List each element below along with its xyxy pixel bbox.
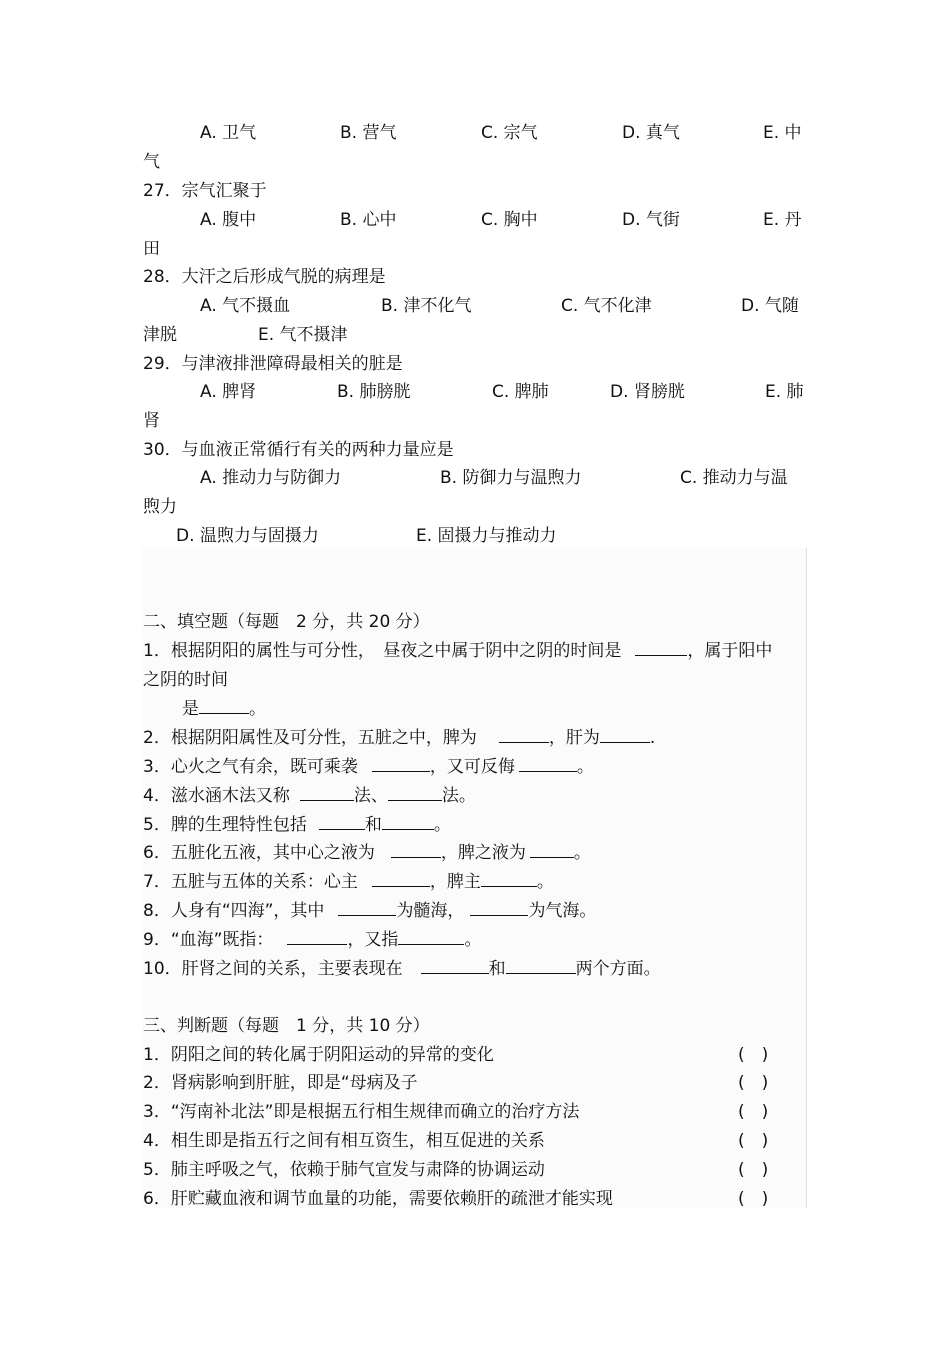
fill-q3-text: 3．心火之气有余，既可乘袭 [143, 757, 358, 777]
q27-option-e-continued: 田 [143, 239, 160, 259]
fill-q8-blank-1 [338, 899, 396, 916]
fill-q1-text-2: ，属于阳中 [687, 641, 773, 661]
q27-option-b: B. 心中 [340, 210, 397, 230]
fill-q4-blank-2 [388, 784, 442, 801]
fill-q7-text: 7．五脏与五体的关系：心主 [143, 872, 358, 892]
fill-q7-end: 。 [536, 872, 554, 892]
fill-q8-blank-2 [470, 899, 528, 916]
judge-item-6: 6．肝贮藏血液和调节血量的功能，需要依赖肝的疏泄才能实现 [143, 1189, 613, 1209]
fill-q3-blank-2 [519, 755, 577, 772]
fill-q2-end: . [649, 728, 656, 748]
fill-q5-blank-1 [319, 813, 365, 830]
fill-q10 [143, 957, 661, 981]
q29-option-d: D. 肾膀胱 [610, 382, 685, 402]
judge-item-2: 2．肾病影响到肝脏，即是“母病及子 [143, 1073, 418, 1093]
q26-option-e-continued: 气 [143, 152, 160, 172]
q29-option-e: E. 肺 [765, 382, 804, 402]
judge-item-5: 5．肺主呼吸之气，依赖于肺气宣发与肃降的协调运动 [143, 1160, 545, 1180]
q28-option-c: C. 气不化津 [561, 296, 652, 316]
fill-q3-blank-1 [372, 755, 430, 772]
judge-answer-3[interactable]: ( ) [738, 1102, 769, 1122]
fill-q9-blank-2 [398, 928, 464, 945]
fill-q3-end: 。 [576, 757, 594, 777]
q29-stem: 29．与津液排泄障碍最相关的脏是 [143, 354, 403, 374]
q30-option-a: A. 推动力与防御力 [200, 468, 342, 488]
q28-option-d: D. 气随 [741, 296, 799, 316]
fill-q7-text-2: ，脾主 [429, 872, 481, 892]
fill-q4-end: 法。 [441, 786, 476, 806]
fill-q2-blank-2 [600, 726, 650, 743]
judge-section-heading: 三、判断题（每题 1 分，共 10 分） [143, 1016, 430, 1036]
judge-answer-6[interactable]: ( ) [738, 1189, 769, 1209]
q27-option-e: E. 丹 [763, 210, 802, 230]
fill-q1-line3 [182, 697, 266, 721]
q28-option-a: A. 气不摄血 [200, 296, 291, 316]
judge-item-4: 4．相生即是指五行之间有相互资生，相互促进的关系 [143, 1131, 545, 1151]
judge-item-1: 1．阴阳之间的转化属于阴阳运动的异常的变化 [143, 1045, 494, 1065]
fill-q9-blank-1 [287, 928, 347, 945]
q30-option-c-continued: 煦力 [143, 497, 177, 517]
fill-q4-text: 4．滋水涵木法又称 [143, 786, 290, 806]
fill-q1-text-3: 是 [182, 699, 199, 719]
q27-option-d: D. 气街 [622, 210, 680, 230]
q26-option-e: E. 中 [763, 123, 802, 143]
q27-option-c: C. 胸中 [481, 210, 538, 230]
judge-answer-2[interactable]: ( ) [738, 1073, 769, 1093]
q29-option-e-continued: 肾 [143, 411, 160, 431]
judge-answer-5[interactable]: ( ) [738, 1160, 769, 1180]
q26-option-b: B. 营气 [340, 123, 397, 143]
fill-q4-text-2: 法、 [353, 786, 388, 806]
fill-q9 [143, 928, 481, 952]
q30-option-c: C. 推动力与温 [680, 468, 788, 488]
fill-q3-text-2: ，又可反侮 [429, 757, 515, 777]
fill-q7-blank-1 [372, 870, 430, 887]
q30-stem: 30．与血液正常循行有关的两种力量应是 [143, 440, 454, 460]
q28-stem: 28．大汗之后形成气脱的病理是 [143, 267, 386, 287]
fill-q5-text-2: 和 [364, 815, 382, 835]
fill-q2-text-2: ，肝为 [548, 728, 600, 748]
fill-q7 [143, 870, 554, 894]
q26-option-a: A. 卫气 [200, 123, 257, 143]
fill-q1-line2: 之阴的时间 [143, 670, 228, 690]
q29-option-b: B. 肺膀胱 [337, 382, 411, 402]
fill-q6 [143, 841, 591, 865]
fill-q9-text: 9．“血海”既指： [143, 930, 274, 950]
fill-q5 [143, 813, 451, 837]
fill-q2 [143, 726, 655, 750]
fill-q10-text: 10．肝肾之间的关系，主要表现在 [143, 959, 403, 979]
fill-q1-blank-2 [199, 697, 249, 714]
q30-option-d: D. 温煦力与固摄力 [176, 526, 319, 546]
fill-q2-blank-1 [499, 726, 549, 743]
judge-answer-1[interactable]: ( ) [738, 1045, 769, 1065]
q27-option-a: A. 腹中 [200, 210, 257, 230]
q29-option-a: A. 脾肾 [200, 382, 257, 402]
fill-q6-text-2: ，脾之液为 [440, 843, 526, 863]
fill-q9-end: 。 [464, 930, 482, 950]
fill-q5-end: 。 [433, 815, 451, 835]
fill-q9-text-2: ，又指 [347, 930, 399, 950]
fill-q1-line1 [143, 639, 772, 663]
fill-q1-end: 。 [249, 699, 266, 719]
fill-q10-blank-1 [421, 957, 489, 974]
q30-option-b: B. 防御力与温煦力 [440, 468, 582, 488]
q26-option-c: C. 宗气 [481, 123, 538, 143]
q29-option-c: C. 脾肺 [492, 382, 549, 402]
q26-option-d: D. 真气 [622, 123, 680, 143]
fill-q8 [143, 899, 596, 923]
judge-item-3: 3．“泻南补北法”即是根据五行相生规律而确立的治疗方法 [143, 1102, 580, 1122]
fill-q5-blank-2 [382, 813, 434, 830]
fill-q10-text-2: 和 [488, 959, 506, 979]
fill-q3 [143, 755, 594, 779]
q27-stem: 27．宗气汇聚于 [143, 181, 267, 201]
fill-q4 [143, 784, 476, 808]
fill-q1-blank-1 [635, 639, 687, 656]
q28-option-b: B. 津不化气 [381, 296, 472, 316]
fill-q6-blank-2 [530, 841, 574, 858]
fill-q6-blank-1 [391, 841, 441, 858]
fill-q8-end: 为气海。 [528, 901, 597, 921]
fill-q7-blank-2 [481, 870, 537, 887]
fill-q4-blank-1 [300, 784, 354, 801]
q28-option-d-continued: 津脱 [143, 325, 177, 345]
fill-section-heading: 二、填空题（每题 2 分，共 20 分） [143, 612, 430, 632]
fill-q5-text: 5．脾的生理特性包括 [143, 815, 307, 835]
fill-q2-text: 2．根据阴阳属性及可分性，五脏之中，脾为 [143, 728, 477, 748]
fill-q10-blank-2 [506, 957, 576, 974]
fill-q6-end: 。 [573, 843, 591, 863]
judge-answer-4[interactable]: ( ) [738, 1131, 769, 1151]
q28-option-e: E. 气不摄津 [258, 325, 348, 345]
fill-q8-text: 8．人身有“四海”，其中 [143, 901, 325, 921]
fill-q6-text: 6．五脏化五液，其中心之液为 [143, 843, 375, 863]
fill-q10-end: 两个方面。 [575, 959, 661, 979]
q30-option-e: E. 固摄力与推动力 [416, 526, 557, 546]
fill-q8-text-2: 为髓海， [396, 901, 465, 921]
fill-q1-text: 1．根据阴阳的属性与可分性， 昼夜之中属于阴中之阴的时间是 [143, 641, 622, 661]
